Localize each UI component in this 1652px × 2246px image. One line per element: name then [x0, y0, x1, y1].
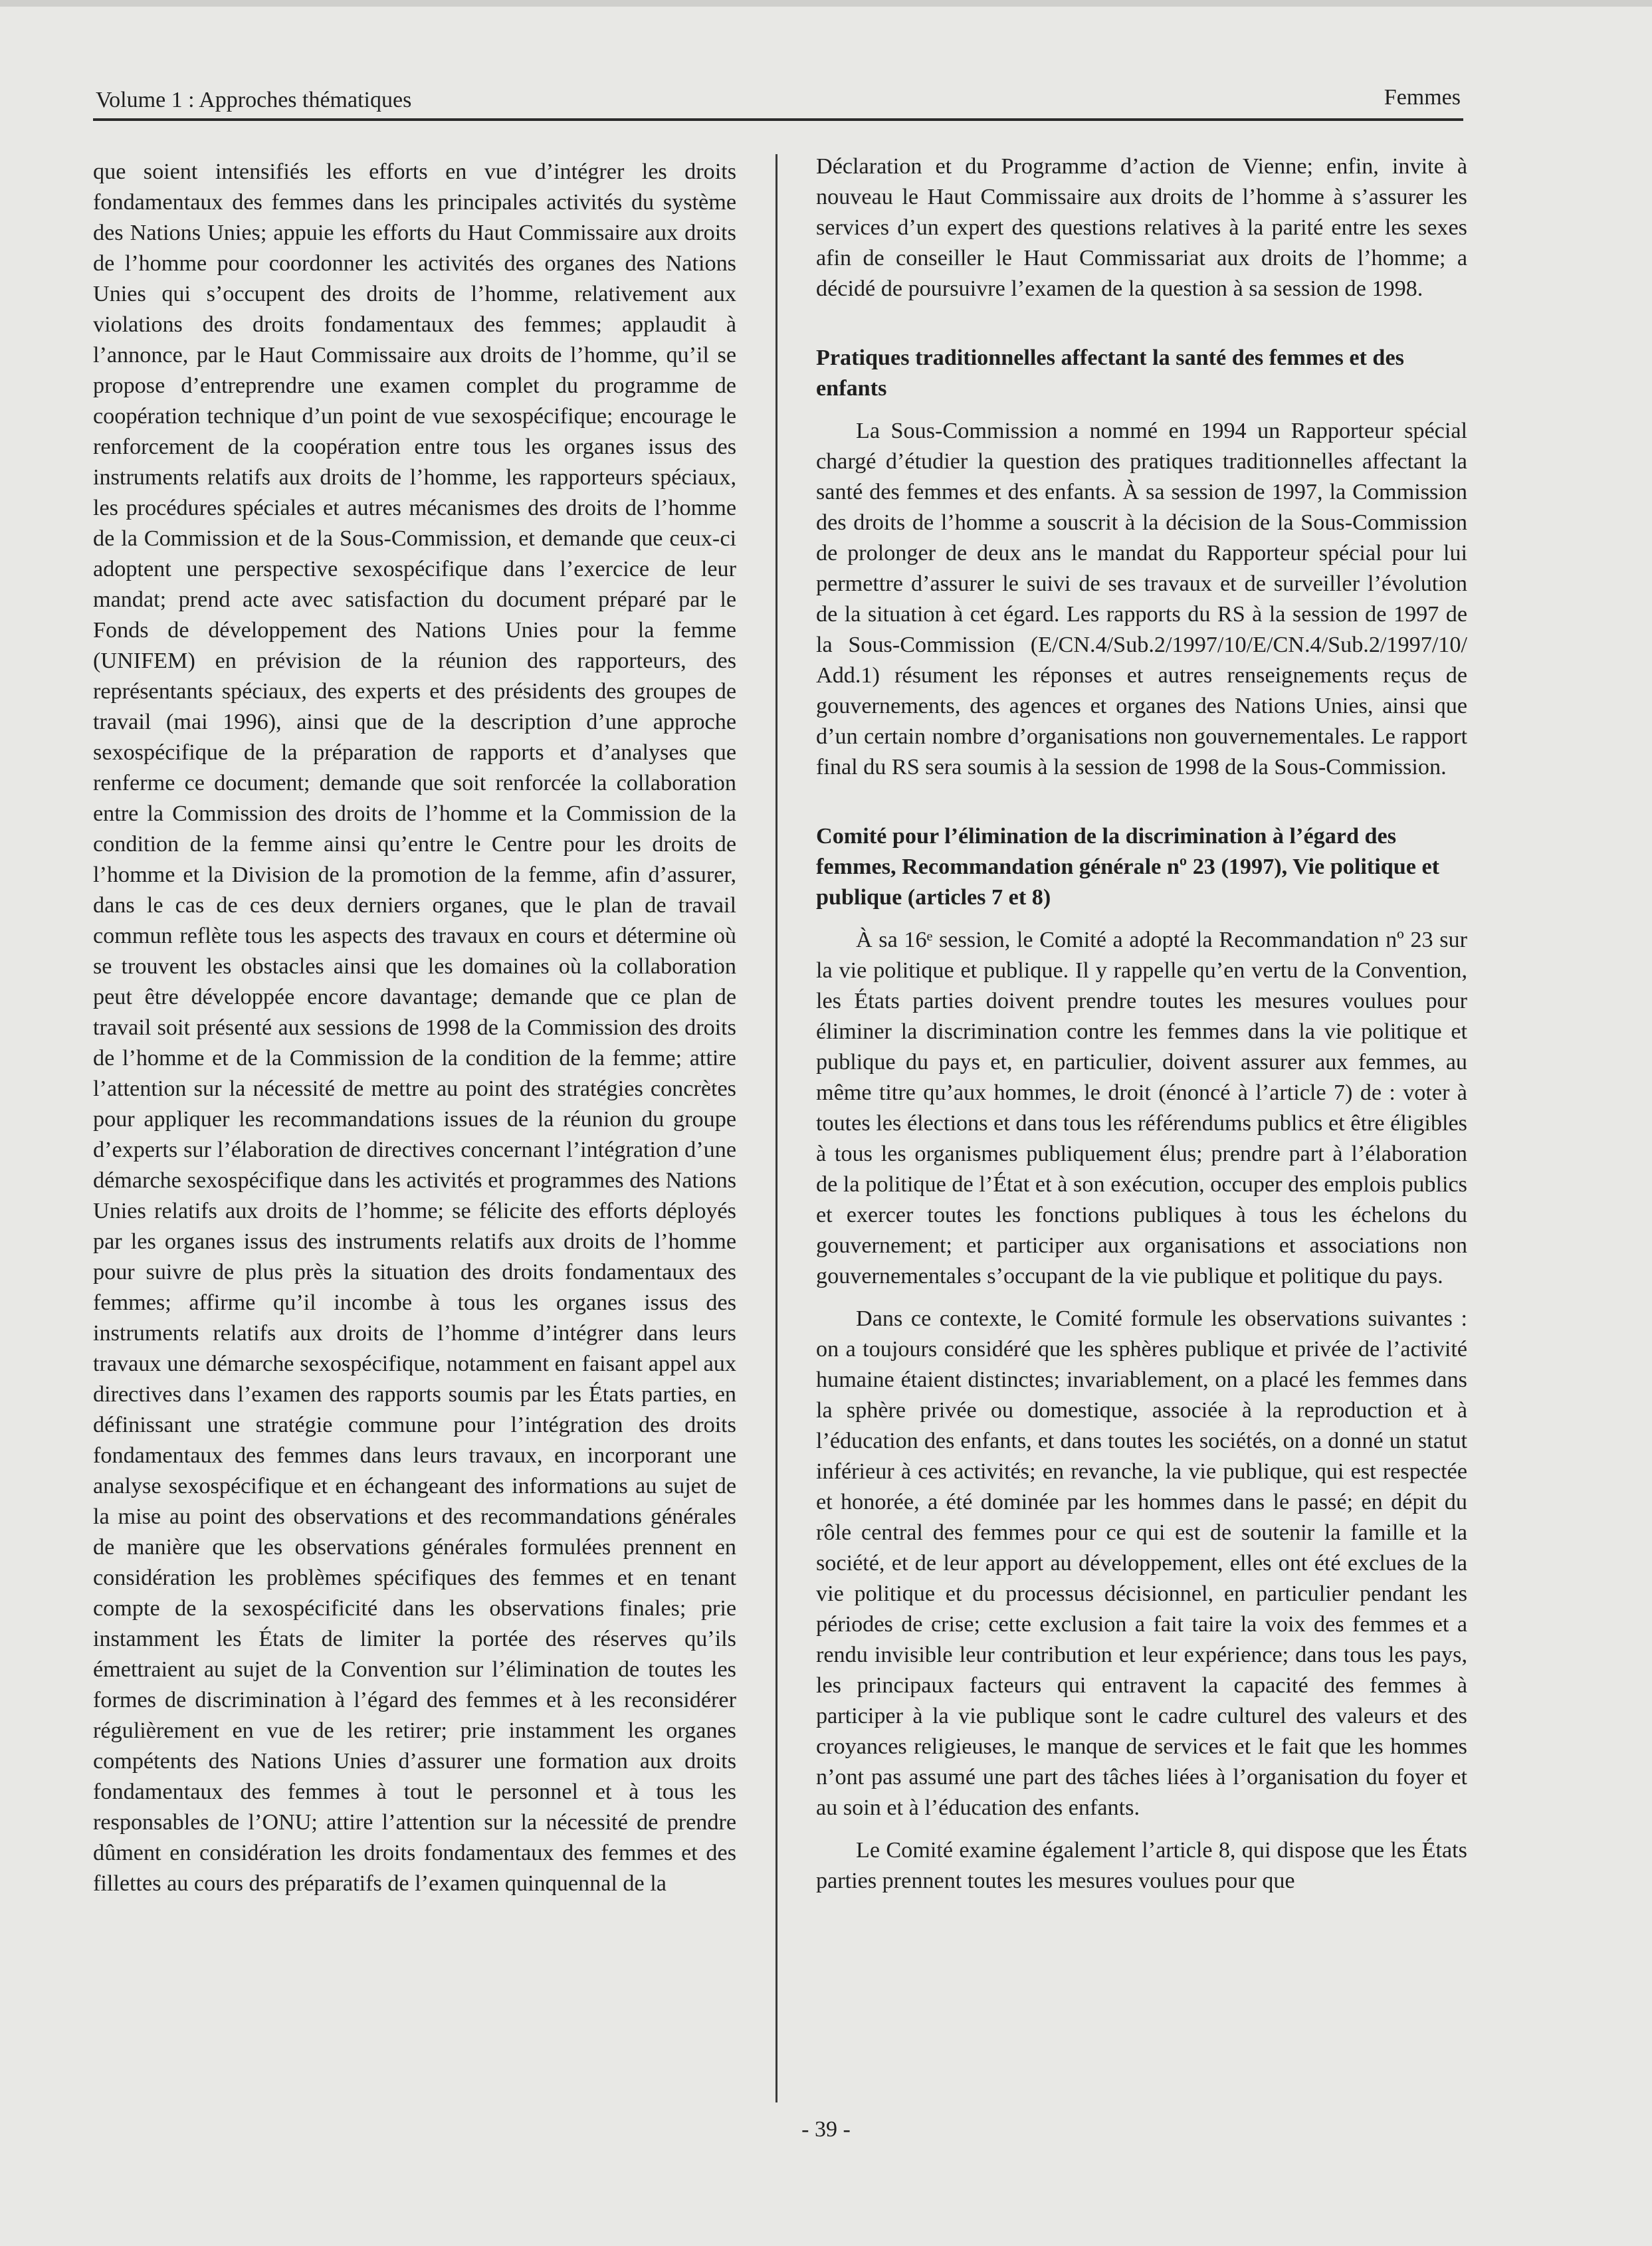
spacer	[816, 404, 1467, 416]
header-section-title: Femmes	[1384, 85, 1461, 110]
page-number: - 39 -	[801, 2117, 851, 2142]
right-intro-paragraph: Déclaration et du Programme d’action de Vienne; enfin, invite à nouveau le Haut Commissaire aux droits de l’homme à s’assurer les services d’un expert des questions relatives à la parité entre les sexes afin de conseiller le Haut Commissariat aux droits de l’homme; a décidé de poursuivre l’examen de la question à sa session de 1998.	[816, 154, 1467, 301]
section-heading-cedaw-recommendation: Comité pour l’élimination de la discrimination à l’égard des femmes, Recommandation générale nº 23 (1997), Vie politique et publique (articles 7 et 8)	[816, 824, 1440, 910]
header-rule	[93, 118, 1463, 121]
left-column	[93, 157, 736, 2071]
spacer	[816, 783, 1467, 821]
page-top-edge	[0, 0, 1652, 7]
section-paragraph-traditional-practices: La Sous-Commission a nommé en 1994 un Rapporteur spécial chargé d’étudier la question des pratiques traditionnelles affectant la santé des femmes et des enfants. À sa session de 1997, la Commission des droits de l’homme a souscrit à la décision de la Sous-Commission de prolonger de deux ans le mandat du Rapporteur spécial pour lui permettre d’assurer le suivi de ses travaux et de surveiller l’évolution de la situation à cet égard. Les rapports du RS à la session de 1997 de la Sous-Commission (E/CN.4/Sub.2/1997/10/E/CN.4/Sub.2/1997/10/ Add.1) résument les réponses et autres renseignements reçus de gouvernements, des agences et organes des Nations Unies, ainsi que d’un certain nombre d’organisations non gouvernementales. Le rapport final du RS sera soumis à la session de 1998 de la Sous-Commission.	[816, 419, 1467, 779]
header-volume-title: Volume 1 : Approches thématiques	[96, 88, 412, 112]
section-paragraph-article-8: Le Comité examine également l’article 8, qui dispose que les États parties prennent toutes les mesures voulues pour que	[816, 1838, 1467, 1893]
spacer	[816, 913, 1467, 925]
spacer	[816, 1823, 1467, 1835]
spacer	[816, 304, 1467, 343]
running-header	[93, 85, 1463, 118]
right-column	[816, 152, 1467, 2065]
section-paragraph-recommendation-23: À sa 16ᵉ session, le Comité a adopté la Recommandation nº 23 sur la vie politique et publique. Il y rappelle qu’en vertu de la Convention, les États parties doivent prendre toutes les mesures voulues pour éliminer la discrimination contre les femmes dans la vie politique et publique du pays et, en particulier, doivent assurer aux femmes, au même titre qu’aux hommes, le droit (énoncé à l’article 7) de : voter à toutes les élections et dans tous les référendums publics et être éligibles à tous les organismes publiquement élus; prendre part à l’élaboration de la politique de l’État et à son exécution, occuper des emplois publics et exercer toutes les fonctions publiques à tous les échelons du gouvernement; et participer aux organisations et associations non gouvernementales s’occupant de la vie publique et politique du pays.	[816, 928, 1467, 1288]
column-divider	[775, 154, 777, 2102]
spacer	[816, 1292, 1467, 1304]
section-paragraph-observations: Dans ce contexte, le Comité formule les observations suivantes : on a toujours considéré que les sphères publique et privée de l’activité humaine étaient distinctes; invariablement, on a placé les femmes dans la sphère privée ou domestique, associée à la reproduction et à l’éducation des enfants, et dans toutes les sociétés, on a donné un statut inférieur à ces activités; en revanche, la vie publique, qui est respectée et honorée, a été dominée par les hommes dans le passé; en dépit du rôle central des femmes pour ce qui est de soutenir la famille et la société, et de leur apport au développement, elles ont été exclues de la vie politique et du processus décisionnel, en particulier pendant les périodes de crise; cette exclusion a fait taire la voix des femmes et a rendu invisible leur contribution et leur expérience; dans tous les pays, les principaux facteurs qui entravent la capacité des femmes à participer à la vie publique sont le cadre culturel des valeurs et des croyances religieuses, le manque de services et le fait que les hommes n’ont pas assumé une part des tâches liées à l’organisation du foyer et au soin et à l’éducation des enfants.	[816, 1306, 1467, 1820]
section-heading-traditional-practices: Pratiques traditionnelles affectant la santé des femmes et des enfants	[816, 346, 1404, 401]
left-column-paragraph: que soient intensifiés les efforts en vue d’intégrer les droits fondamentaux des femmes dans les principales activités du système des Nations Unies; appuie les efforts du Haut Commissaire aux droits de l’homme pour coordonner les activités des organes des Nations Unies qui s’occupent des droits de l’homme, relativement aux violations des droits fondamentaux des femmes; applaudit à l’annonce, par le Haut Commissaire aux droits de l’homme, qu’il se propose d’entreprendre une examen complet du programme de coopération technique d’un point de vue sexospécifique; encourage le renforcement de la coopération entre tous les organes issus des instruments relatifs aux droits de l’homme, les rapporteurs spéciaux, les procédures spéciales et autres mécanismes des droits de l’homme de la Commission et de la Sous-Commission, et demande que ceux-ci adoptent une perspective sexospécifique dans l’exercice de leur mandat; prend acte avec satisfaction du document préparé par le Fonds de développement des Nations Unies pour la femme (UNIFEM) en prévision de la réunion des rapporteurs, des représentants spéciaux, des experts et des présidents des groupes de travail (mai 1996), ainsi que de la description d’une approche sexospécifique de la préparation de rapports et d’analyses que renferme ce document; demande que soit renforcée la collaboration entre la Commission des droits de l’homme et la Commission de la condition de la femme ainsi qu’entre le Centre pour les droits de l’homme et la Division de la promotion de la femme, afin d’assurer, dans le cas de ces deux derniers organes, que le plan de travail commun reflète tous les aspects des travaux en cours et détermine où se trouvent les obstacles ainsi que les domaines où la collaboration peut être développée encore davantage; demande que ce plan de travail soit présenté aux sessions de 1998 de la Commission des droits de l’homme et de la Commission de la condition de la femme; attire l’attention sur la nécessité de mettre au point des stratégies concrètes pour appliquer les recommandations issues de la réunion du groupe d’experts sur l’élaboration de directives concernant l’intégration d’une démarche sexospécifique dans les activités et programmes des Nations Unies relatifs aux droits de l’homme; se félicite des efforts déployés par les organes issus des instruments relatifs aux droits de l’homme pour suivre de plus près la situation des droits fondamentaux des femmes; affirme qu’il incombe à tous les organes issus des instruments relatifs aux droits de l’homme d’intégrer dans leurs travaux une démarche sexospécifique, notamment en faisant appel aux directives dans l’examen des rapports soumis par les États parties, en définissant une stratégie commune pour l’intégration des droits fondamentaux des femmes dans leurs travaux, en incorporant une analyse sexospécifique et en échangeant des informations au sujet de la mise au point des observations et des recommandations générales de manière que les observations générales formulées prennent en considération les problèmes spécifiques des femmes et en tenant compte de la sexospécificité dans les observations finales; prie instamment les États de limiter la portée des réserves qu’ils émettraient au sujet de la Convention sur l’élimination de toutes les formes de discrimination à l’égard des femmes et à les reconsidérer régulièrement en vue de les retirer; prie instamment les organes compétents des Nations Unies d’assurer une formation aux droits fondamentaux des femmes à tout le personnel et à tous les responsables de l’ONU; attire l’attention sur la nécessité de prendre dûment en considération les droits fondamentaux des femmes et des fillettes au cours des préparatifs de l’examen quinquennal de la	[93, 159, 736, 1896]
